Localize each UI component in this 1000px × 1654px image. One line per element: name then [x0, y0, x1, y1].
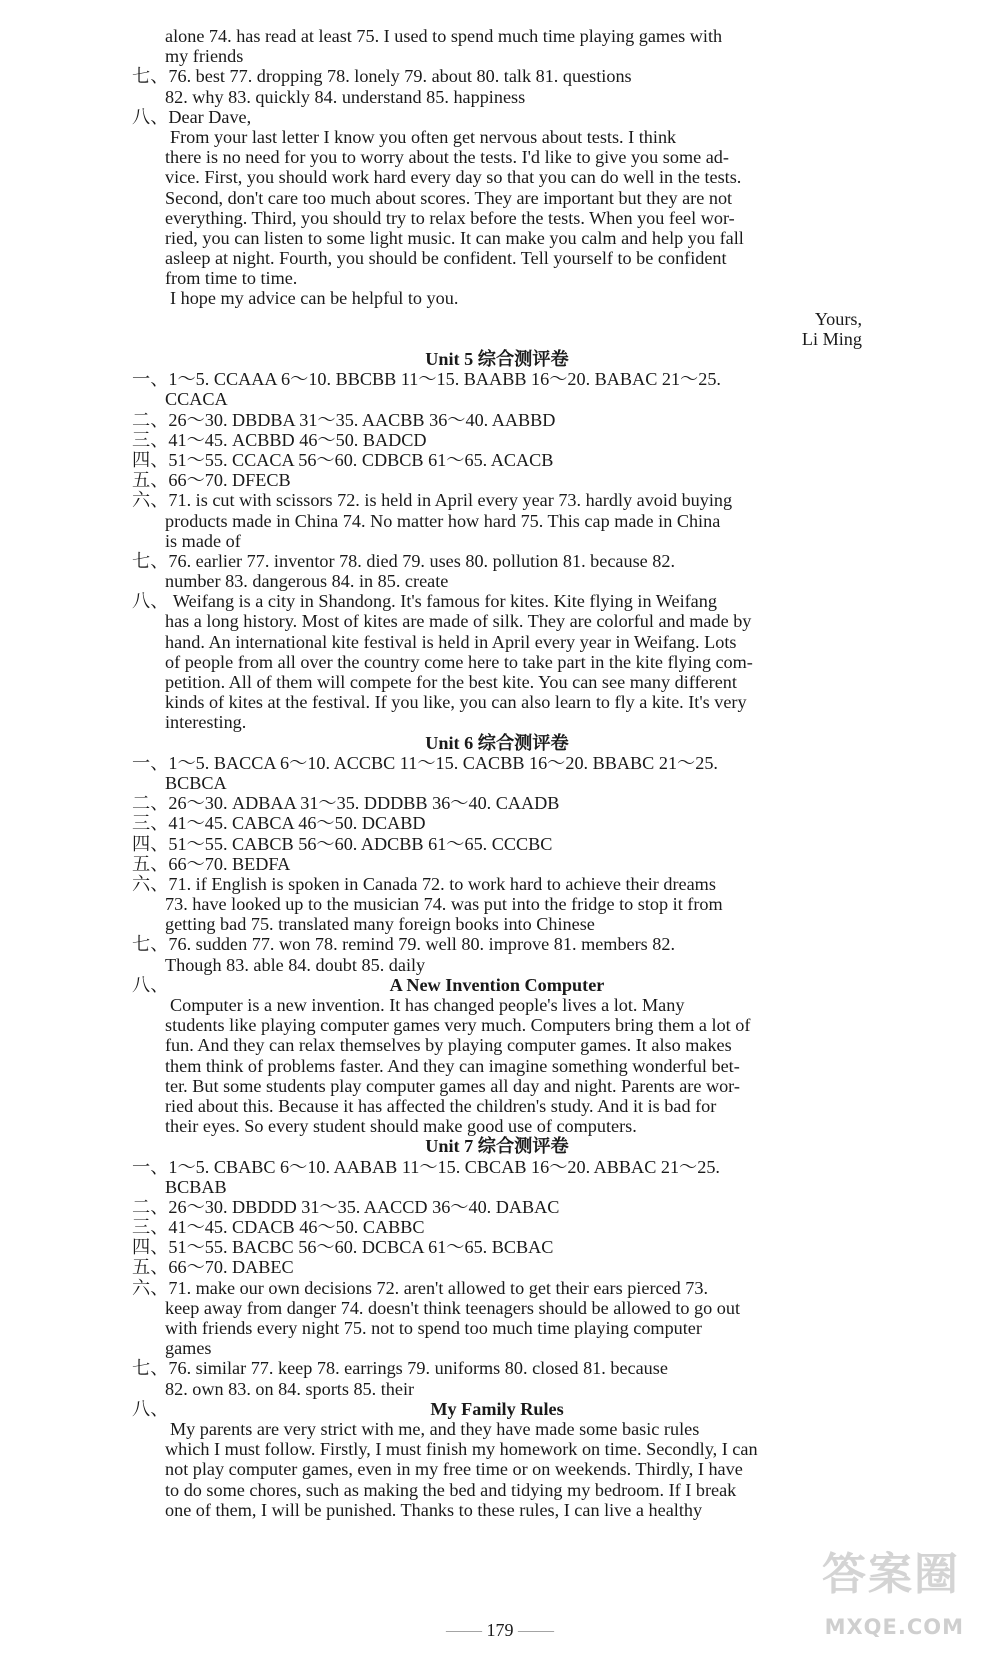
text-line: my friends	[165, 46, 244, 67]
text-line: asleep at night. Fourth, you should be confident. Tell yourself to be confident	[165, 248, 727, 269]
text-line	[132, 975, 862, 995]
text-line: 四、51～55. CABCB 56～60. ADCBB 61～65. CCCBC	[132, 833, 553, 854]
text-line: has a long history. Most of kites are made of silk. They are colorful and made by	[165, 611, 752, 632]
essay-title: A New Invention Computer	[389, 974, 605, 995]
text-line: 五、66～70. BEDFA	[132, 853, 291, 874]
text-line: 六、71. make our own decisions 72. aren't allowed to get their ears pierced 73.	[132, 1277, 709, 1298]
text-line: with friends every night 75. not to spend too much time playing computer	[165, 1318, 702, 1338]
text-line: 三、41～45. CABCA 46～50. DCABD	[132, 813, 426, 834]
section-heading: Unit 7 综合测评卷	[425, 1136, 569, 1157]
text-line: keep away from danger 74. doesn't think teenagers should be allowed to go out	[165, 1297, 741, 1318]
text-line: Second, don't care too much about scores. They are important but they are not	[165, 187, 733, 208]
text-line: everything. Third, you should try to relax before the tests. When you feel wor-	[165, 207, 735, 228]
text-line: petition. All of them will compete for the best kite. You can see many different	[165, 672, 737, 692]
watermark	[770, 1549, 970, 1645]
text-line: hand. An international kite festival is held in April every year in Weifang. Lots	[165, 631, 737, 652]
text-line: them think of problems faster. And they can imagine something wonderful bet-	[165, 1055, 740, 1076]
text-line: alone 74. has read at least 75. I used to spend much time playing games with	[165, 26, 723, 46]
text-line: not play computer games, even in my free time or on weekends. Thirdly, I have	[165, 1459, 743, 1480]
text-line: 八、 Weifang is a city in Shandong. It's famous for kites. Kite flying in Weifang	[132, 591, 717, 612]
text-line: Yours,	[814, 308, 862, 329]
text-line: to do some chores, such as making the bed and tidying my bedroom. If I break	[165, 1479, 737, 1500]
text-line: I hope my advice can be helpful to you.	[170, 288, 459, 309]
text-line: one of them, I will be punished. Thanks to these rules, I can live a healthy	[165, 1499, 703, 1520]
watermark-url: MXQE.COM	[824, 1615, 964, 1639]
text-line: ter. But some students play computer games all day and night. Parents are wor-	[165, 1075, 740, 1096]
text-line: My parents are very strict with me, and they have made some basic rules	[170, 1418, 700, 1439]
text-line: 82. own 83. on 84. sports 85. their	[165, 1378, 415, 1399]
text-line: ried about this. Because it has affected the children's study. And it is bad for	[165, 1095, 717, 1116]
page-number-value: 179	[486, 1620, 514, 1640]
text-line: Though 83. able 84. doubt 85. daily	[165, 954, 426, 975]
text-line: number 83. dangerous 84. in 85. create	[165, 571, 449, 592]
watermark-logo: 答案圈	[822, 1549, 960, 1600]
text-line: there is no need for you to worry about the tests. I'd like to give you some ad-	[165, 147, 729, 168]
text-line: games	[165, 1338, 212, 1359]
text-line: from time to time.	[165, 268, 298, 289]
text-line: 三、41～45. CDACB 46～50. CABBC	[132, 1217, 425, 1238]
text-line: interesting.	[165, 712, 247, 733]
text-line: is made of	[165, 530, 241, 551]
text-line: From your last letter I know you often get nervous about tests. I think	[170, 126, 677, 147]
text-line: 七、76. best 77. dropping 78. lonely 79. about 80. talk 81. questions	[132, 66, 632, 87]
text-line: Computer is a new invention. It has changed people's lives a lot. Many	[170, 995, 685, 1015]
section-heading: Unit 5 综合测评卷	[425, 349, 569, 369]
text-line: 一、1～5. CBABC 6～10. AABAB 11～15. CBCAB 16～20. ABBAC 21～25.	[132, 1156, 720, 1177]
text-line: Li Ming	[801, 328, 862, 349]
text-line: 二、26～30. ADBAA 31～35. DDDBB 36～40. CAADB	[132, 793, 560, 814]
section-heading: Unit 6 综合测评卷	[425, 732, 569, 753]
text-line: BCBCA	[165, 772, 227, 793]
text-line: products made in China 74. No matter how hard 75. This cap made in China	[165, 510, 721, 531]
text-line: students like playing computer games very much. Computers bring them a lot of	[165, 1015, 751, 1036]
text-line: 六、71. if English is spoken in Canada 72. to work hard to achieve their dreams	[132, 873, 716, 894]
text-line: fun. And they can relax themselves by playing computer games. It also makes	[165, 1035, 732, 1056]
text-line: ried, you can listen to some light music. It can make you calm and help you fall	[165, 227, 744, 248]
answer-text-block	[132, 26, 862, 1520]
text-line: vice. First, you should work hard every day so that you can do well in the tests.	[165, 167, 742, 188]
text-line	[132, 1399, 862, 1419]
page-number: —— 179 ——	[446, 1620, 554, 1640]
text-line: 六、71. is cut with scissors 72. is held in April every year 73. hardly avoid buying	[132, 490, 733, 511]
text-line: 四、51～55. BACBC 56～60. DCBCA 61～65. BCBAC	[132, 1237, 554, 1258]
text-line: BCBAB	[165, 1176, 227, 1197]
text-line: 八、Dear Dave,	[132, 106, 252, 127]
text-line: 82. why 83. quickly 84. understand 85. happiness	[165, 86, 526, 107]
text-line: 二、26～30. DBDBA 31～35. AACBB 36～40. AABBD	[132, 409, 556, 430]
section-label: 八、	[132, 974, 169, 995]
text-line: getting bad 75. translated many foreign books into Chinese	[165, 914, 595, 935]
text-line: 一、1～5. CCAAA 6～10. BBCBB 11～15. BAABB 16～20. BABAC 21～25.	[132, 369, 721, 390]
essay-title: My Family Rules	[430, 1398, 564, 1419]
text-line: their eyes. So every student should make good use of computers.	[165, 1116, 637, 1137]
text-line: 五、66～70. DFECB	[132, 470, 291, 491]
text-line: which I must follow. Firstly, I must finish my homework on time. Secondly, I can	[165, 1439, 758, 1460]
text-line: CCACA	[165, 389, 228, 410]
text-line: 二、26～30. DBDDD 31～35. AACCD 36～40. DABAC	[132, 1196, 560, 1217]
text-line: of people from all over the country come here to take part in the kite flying com-	[165, 651, 753, 672]
text-line: 一、1～5. BACCA 6～10. ACCBC 11～15. CACBB 16～20. BBABC 21～25.	[132, 752, 718, 773]
text-line: 七、76. sudden 77. won 78. remind 79. well 80. improve 81. members 82.	[132, 934, 676, 955]
text-line: kinds of kites at the festival. If you like, you can also learn to fly a kite. It's very	[165, 692, 747, 713]
text-line: 七、76. similar 77. keep 78. earrings 79. uniforms 80. closed 81. because	[132, 1358, 668, 1379]
text-line: 四、51～55. CCACA 56～60. CDBCB 61～65. ACACB	[132, 449, 554, 470]
text-line: 73. have looked up to the musician 74. was put into the fridge to stop it from	[165, 894, 723, 915]
text-line: 三、41～45. ACBBD 46～50. BADCD	[132, 429, 427, 450]
text-line: 五、66～70. DABEC	[132, 1257, 294, 1278]
text-line: 七、76. earlier 77. inventor 78. died 79. uses 80. pollution 81. because 82.	[132, 550, 675, 571]
section-label: 八、	[132, 1398, 169, 1419]
